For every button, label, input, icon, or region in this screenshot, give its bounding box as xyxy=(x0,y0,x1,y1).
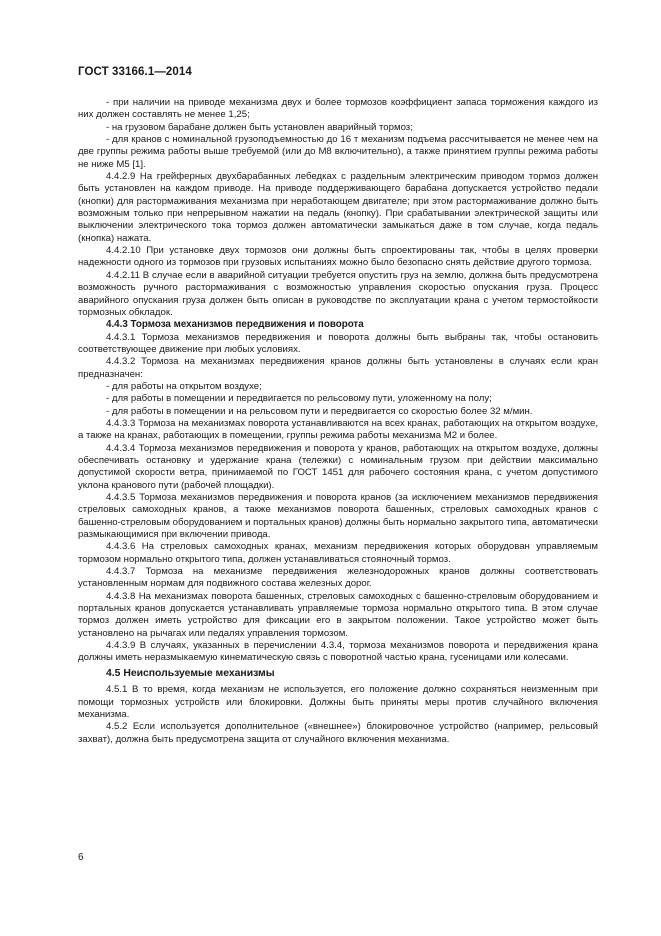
clause-4-4-3-3: 4.4.3.3 Тормоза на механизмах поворота устанавливаются на всех кранах, работающих на открытом воздухе, а также на кранах, работающих в помещении, группы режима работы механизма М2 и более. xyxy=(78,417,598,442)
list-item-16t-cranes: - для кранов с номинальной грузоподъемностью до 16 т механизм подъема рассчитывается не менее чем на две группы режима работы выше требуемой (или до М8 включительно), а также принятием группы режима работы не ниже М5 [1]. xyxy=(78,134,598,170)
clause-4-4-3-7: 4.4.3.7 Тормоза на механизме передвижения железнодорожных кранов должны соответствовать установленным нормам для подвижного состава железных дорог. xyxy=(78,566,598,590)
section-heading-4-4-3: 4.4.3 Тормоза механизмов передвижения и поворота xyxy=(106,319,364,331)
clause-4-5-1: 4.5.1 В то время, когда механизм не используется, его положение должно сохраняться неизменным при помощи тормозных устройств или блокировки. Должны быть приняты меры против случайного включения механизма. xyxy=(78,684,598,720)
list-item-floor-rail: - для работы в помещении и передвигается по рельсовому пути, уложенному на полу; xyxy=(106,393,492,405)
clause-4-4-3-5: 4.4.3.5 Тормоза механизмов передвижения и поворота кранов (за исключением механизмов передвижения стреловых самоходных кранов, а также механизмов поворота башенных, стреловых самоходных кранов с башенно-стреловым оборудованием и портальных кранов) должны быть нормально закрытого типа, автоматически размыкающимися при включении привода. xyxy=(78,492,598,541)
section-heading-4-5: 4.5 Неиспользуемые механизмы xyxy=(106,667,275,679)
clause-4-4-2-11: 4.4.2.11 В случае если в аварийной ситуации требуется опустить груз на землю, должна быть предусмотрена возможность ручного растормаживания с возможностью управления скоростью опускания груза. Процесс аварийного опускания груза должен быть описан в руководстве по эксплуатации крана с учетом термостойкости тормозных обкладок. xyxy=(78,269,598,318)
document-header: ГОСТ 33166.1—2014 xyxy=(78,66,192,78)
clause-4-4-3-9: 4.4.3.9 В случаях, указанных в перечислении 4.3.4, тормоза механизмов поворота и передвижения крана должны иметь неразмыкаемую кинематическую связь с поворотной частью крана, гусеницами или колесами. xyxy=(78,640,598,664)
list-item-outdoor: - для работы на открытом воздухе; xyxy=(106,380,262,392)
clause-4-4-3-1: 4.4.3.1 Тормоза механизмов передвижения и поворота должны быть выбраны так, чтобы остановить соответствующее движение при любых условиях. xyxy=(78,331,598,355)
list-item-emergency-brake: - на грузовом барабане должен быть установлен аварийный тормоз; xyxy=(106,121,413,133)
document-body xyxy=(78,97,598,746)
clause-4-4-3-8: 4.4.3.8 На механизмах поворота башенных, стреловых самоходных с башенно-стреловым оборудованием и портальных кранов допускается устанавливать управляемые тормоза нормально открытого типа. В этом случае тормоз должен иметь устройство для фиксации его в закрытом положении. Такое устройство может быть установлено на рычагах или педалях управления тормозом. xyxy=(78,590,598,639)
clause-4-4-2-9: 4.4.2.9 На грейферных двухбарабанных лебедках с раздельным электрическим приводом тормоз должен быть установлен на каждом приводе. На приводе поддерживающего барабана допускается устройство педали (кнопки) для растормаживания механизма при неработающем двигателе; при этом растормаживание должно быть возможным только при непрерывном нажатии на педаль (кнопку). При срабатывании электрической защиты или выключении электрического тока тормоз должен автоматически замыкаться даже в том случае, когда педаль (кнопка) нажата. xyxy=(78,171,598,244)
page-number: 6 xyxy=(78,852,84,863)
list-item-speed-32: - для работы в помещении и на рельсовом пути и передвигается со скоростью более 32 м/мин. xyxy=(106,405,533,417)
clause-4-4-3-4: 4.4.3.4 Тормоза механизмов передвижения и поворота у кранов, работающих на открытом воздухе, должны обеспечивать остановку и удержание крана (тележки) с номинальным грузом при действии максимально допустимой скорости ветра, принимаемой по ГОСТ 1451 для рабочего состояния крана, с учетом допустимого уклона кранового пути (рабочей площадки). xyxy=(78,442,598,491)
clause-4-4-2-10: 4.4.2.10 При установке двух тормозов они должны быть спроектированы так, чтобы в целях проверки надежности одного из тормозов при грузовых испытаниях можно было безопасно снять действие другого тормоза. xyxy=(78,245,598,269)
list-item-brake-coefficient: - при наличии на приводе механизма двух и более тормозов коэффициент запаса торможения каждого из них должен составлять не менее 1,25; xyxy=(78,97,598,121)
clause-4-4-3-6: 4.4.3.6 На стреловых самоходных кранах, механизм передвижения которых оборудован управляемым тормозом нормально открытого типа, должен устанавливаться стояночный тормоз. xyxy=(78,541,598,565)
clause-4-4-3-2: 4.4.3.2 Тормоза на механизмах передвижения кранов должны быть установлены в случаях если кран предназначен: xyxy=(78,356,598,380)
clause-4-5-2: 4.5.2 Если используется дополнительное («внешнее») блокировочное устройство (например, рельсовый захват), должна быть предусмотрена защита от случайного включения механизма. xyxy=(78,721,598,745)
